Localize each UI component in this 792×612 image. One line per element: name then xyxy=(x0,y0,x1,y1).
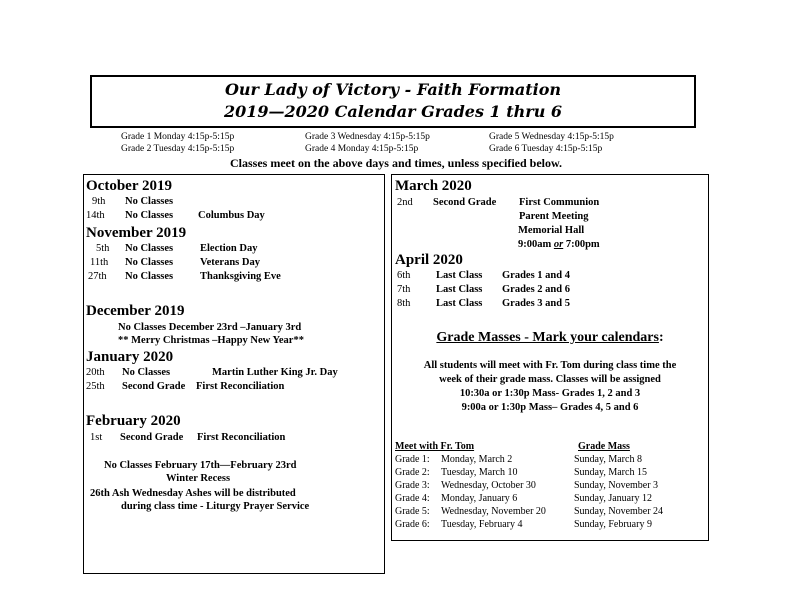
schedule-grade-5: Grade 5 Wednesday 4:15p-5:15p xyxy=(489,132,614,142)
schedule-grade-1: Grade 1 Monday 4:15p-5:15p xyxy=(121,132,235,142)
march-event: First Communion xyxy=(519,197,600,208)
table-cell: Sunday, November 24 xyxy=(574,506,664,517)
table-cell: Sunday, March 15 xyxy=(574,467,647,478)
page-subtitle: 2019—2020 Calendar Grades 1 thru 6 xyxy=(223,102,563,121)
masses-text-2: week of their grade mass. Classes will be assigned xyxy=(439,374,661,385)
march-meeting: Parent Meeting xyxy=(519,211,589,222)
masses-text-3: 10:30a or 1:30p Mass- Grades 1, 2 and 3 xyxy=(459,388,641,399)
meet-column-header: Meet with Fr. Tom xyxy=(395,441,475,452)
table-cell: Monday, January 6 xyxy=(441,493,518,504)
table-cell: Monday, March 2 xyxy=(441,454,513,465)
ash-wednesday-note: during class time - Liturgy Prayer Service xyxy=(121,501,310,512)
ash-wednesday: 26th Ash Wednesday Ashes will be distributed xyxy=(90,488,296,499)
table-cell: Sunday, January 12 xyxy=(574,493,652,504)
march-times: 9:00am or 7:00pm xyxy=(518,239,600,250)
march-grade: Second Grade xyxy=(433,197,497,208)
february-heading: February 2020 xyxy=(86,413,181,429)
mass-column-header: Grade Mass xyxy=(578,441,630,452)
table-cell: Sunday, February 9 xyxy=(574,519,652,530)
april-heading: April 2020 xyxy=(395,252,463,268)
december-heading: December 2019 xyxy=(86,303,185,319)
table-cell: Wednesday, November 20 xyxy=(441,506,546,517)
schedule-note: Classes meet on the above days and times, unless specified below. xyxy=(229,156,562,170)
page-title: Our Lady of Victory - Faith Formation xyxy=(224,80,562,99)
table-cell: Tuesday, March 10 xyxy=(441,467,518,478)
table-row: Grade 2: xyxy=(395,467,430,478)
masses-text-4: 9:00a or 1:30p Mass– Grades 4, 5 and 6 xyxy=(461,402,639,413)
february-no-classes: No Classes February 17th—February 23rd xyxy=(104,460,297,471)
march-location: Memorial Hall xyxy=(518,225,585,236)
february-recess: Winter Recess xyxy=(166,473,231,484)
table-row: Grade 1: xyxy=(395,454,430,465)
table-row: Grade 6: xyxy=(395,519,430,530)
december-greeting: ** Merry Christmas –Happy New Year** xyxy=(118,335,304,346)
table-cell: Sunday, November 3 xyxy=(574,480,659,491)
schedule-grade-2: Grade 2 Tuesday 4:15p-5:15p xyxy=(121,144,235,154)
table-row: Grade 4: xyxy=(395,493,430,504)
table-cell: Sunday, March 8 xyxy=(574,454,642,465)
schedule-grade-3: Grade 3 Wednesday 4:15p-5:15p xyxy=(305,132,430,142)
october-heading: October 2019 xyxy=(86,178,172,194)
schedule-grade-4: Grade 4 Monday 4:15p-5:15p xyxy=(305,144,419,154)
grade-masses-heading: Grade Masses - Mark your calendars: xyxy=(436,330,664,345)
masses-text-1: All students will meet with Fr. Tom during class time the xyxy=(423,360,677,371)
title-box xyxy=(90,75,696,128)
table-cell: Tuesday, February 4 xyxy=(441,519,523,530)
january-heading: January 2020 xyxy=(86,349,174,365)
table-cell: Wednesday, October 30 xyxy=(441,480,536,491)
table-row: Grade 3: xyxy=(395,480,430,491)
december-note: No Classes December 23rd –January 3rd xyxy=(118,322,302,333)
march-heading: March 2020 xyxy=(395,178,472,194)
march-date: 2nd xyxy=(397,197,413,208)
november-heading: November 2019 xyxy=(86,225,187,241)
table-row: Grade 5: xyxy=(395,506,430,517)
schedule-grade-6: Grade 6 Tuesday 4:15p-5:15p xyxy=(489,144,603,154)
